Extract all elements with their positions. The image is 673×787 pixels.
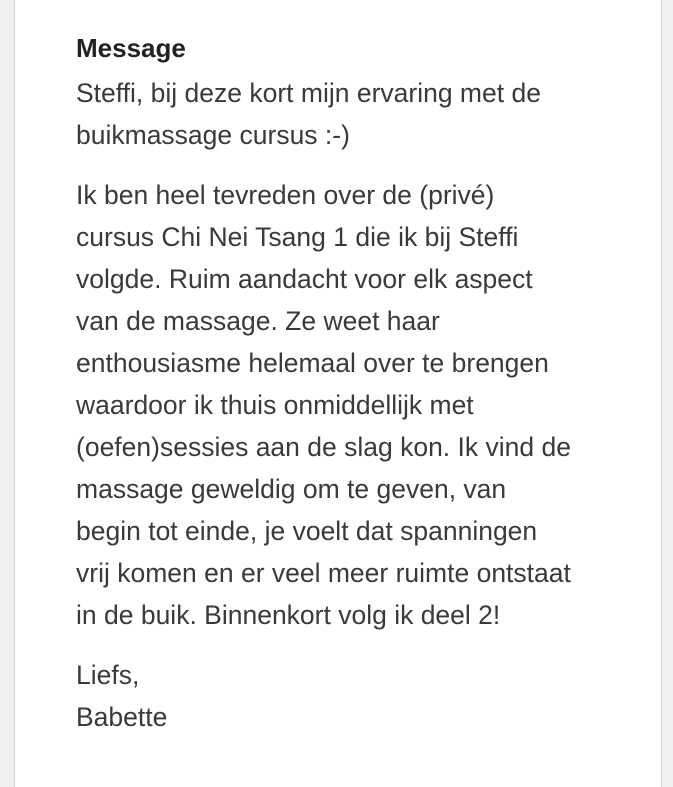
body-line: vrij komen en er veel meer ruimte ontstaat xyxy=(76,558,571,588)
body-line: volgde. Ruim aandacht voor elk aspect xyxy=(76,264,533,294)
message-content xyxy=(76,30,636,738)
signature-text: Babette xyxy=(76,702,168,732)
body-line: van de massage. Ze weet haar xyxy=(76,306,440,336)
intro-line: Steffi, bij deze kort mijn ervaring met de xyxy=(76,78,541,108)
body-line: massage geweldig om te geven, van xyxy=(76,474,507,504)
message-body xyxy=(76,174,636,636)
message-heading: Message xyxy=(76,33,186,63)
message-signoff xyxy=(76,654,636,738)
body-line: cursus Chi Nei Tsang 1 die ik bij Steffi xyxy=(76,222,519,252)
message-card xyxy=(14,0,662,787)
intro-line: buikmassage cursus :-) xyxy=(76,120,350,150)
closing-text: Liefs, xyxy=(76,660,140,690)
body-line: (oefen)sessies aan de slag kon. Ik vind de xyxy=(76,432,571,462)
body-line: in de buik. Binnenkort volg ik deel 2! xyxy=(76,600,501,630)
body-line: Ik ben heel tevreden over de (privé) xyxy=(76,180,495,210)
message-intro xyxy=(76,72,636,156)
body-line: waardoor ik thuis onmiddellijk met xyxy=(76,390,474,420)
body-line: begin tot einde, je voelt dat spanningen xyxy=(76,516,538,546)
body-line: enthousiasme helemaal over te brengen xyxy=(76,348,549,378)
